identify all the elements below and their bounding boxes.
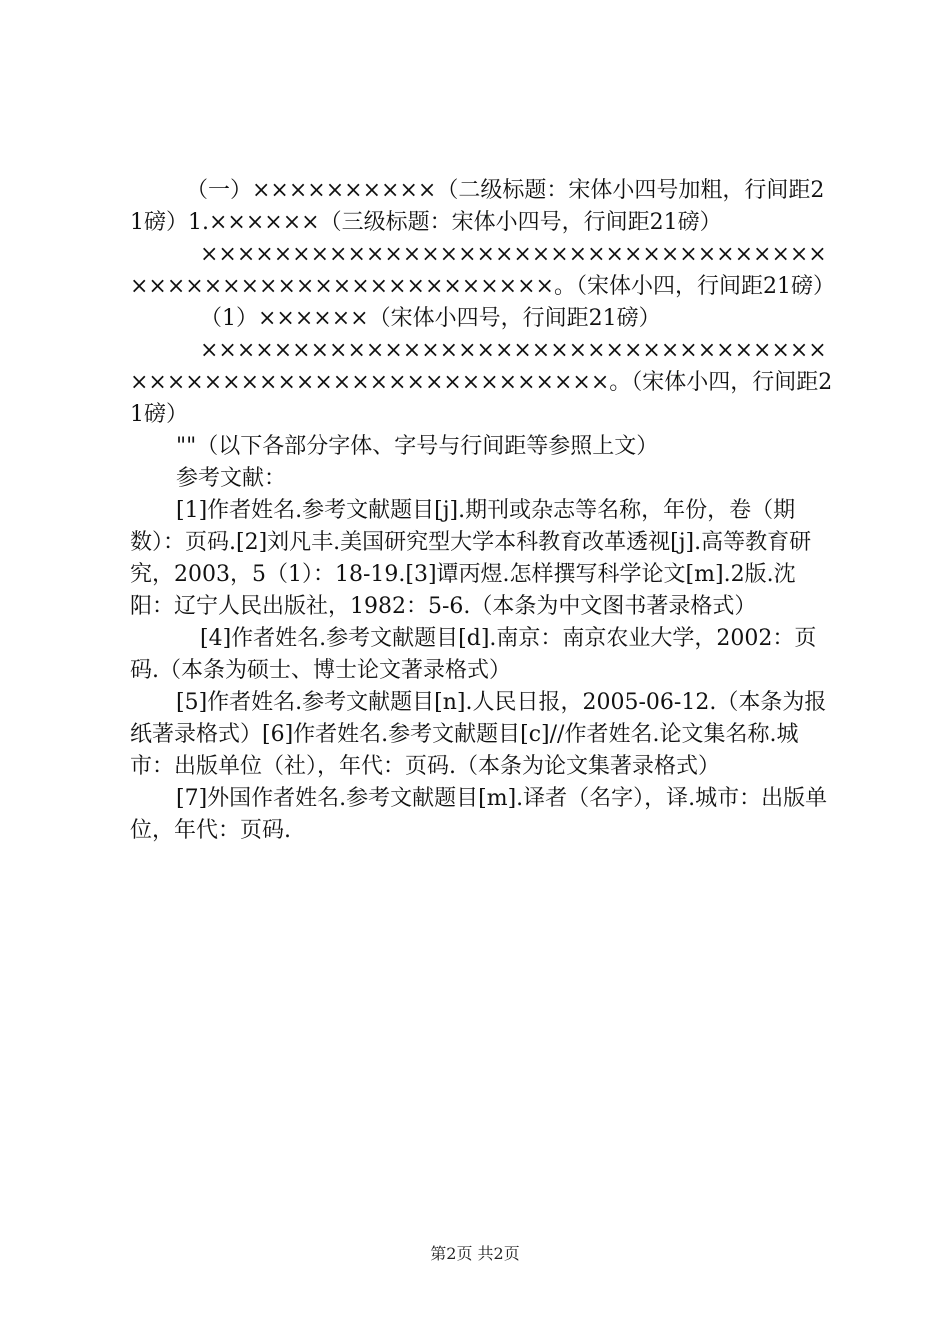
document-body (130, 175, 835, 847)
subheading-paragraph: （1）××××××（宋体小四号，行间距21磅） (200, 306, 661, 331)
references-heading: 参考文献： (176, 466, 287, 491)
heading-paragraph: （一）××××××××××（二级标题：宋体小四号加粗，行间距21磅）1.××××××（三级标题：宋体小四号，行间距21磅） (130, 178, 825, 235)
reference-entry: [4]作者姓名.参考文献题目[d].南京：南京农业大学，2002：页码.（本条为硕士、博士论文著录格式） (130, 626, 817, 683)
page-number-footer: 第2页 共2页 (430, 1244, 520, 1263)
body-paragraph: ××××××××××××××××××××××××××××××××××××××××××××××××××××××××××××。（宋体小四，行间距21磅） (130, 338, 833, 427)
body-paragraph: ×××××××××××××××××××××××××××××××××××××××××××××××××××××××××。（宋体小四，行间距21磅） (130, 242, 835, 299)
reference-entry: [1]作者姓名.参考文献题目[j].期刊或杂志等名称，年份，卷（期数）：页码.[2]刘凡丰.美国研究型大学本科教育改革透视[j].高等教育研究，2003，5（1）：18-19.[3]谭丙煜.怎样撰写科学论文[m].2版.沈阳：辽宁人民出版社，1982：5-6.（本条为中文图书著录格式） (130, 498, 812, 619)
reference-entry: [5]作者姓名.参考文献题目[n].人民日报，2005-06-12.（本条为报纸著录格式）[6]作者姓名.参考文献题目[c]//作者姓名.论文集名称.城市：出版单位（社），年代：页码.（本条为论文集著录格式） (130, 690, 827, 779)
note-paragraph: ""（以下各部分字体、字号与行间距等参照上文） (176, 434, 659, 459)
reference-entry: [7]外国作者姓名.参考文献题目[m].译者（名字），译.城市：出版单位，年代：页码. (130, 786, 828, 843)
